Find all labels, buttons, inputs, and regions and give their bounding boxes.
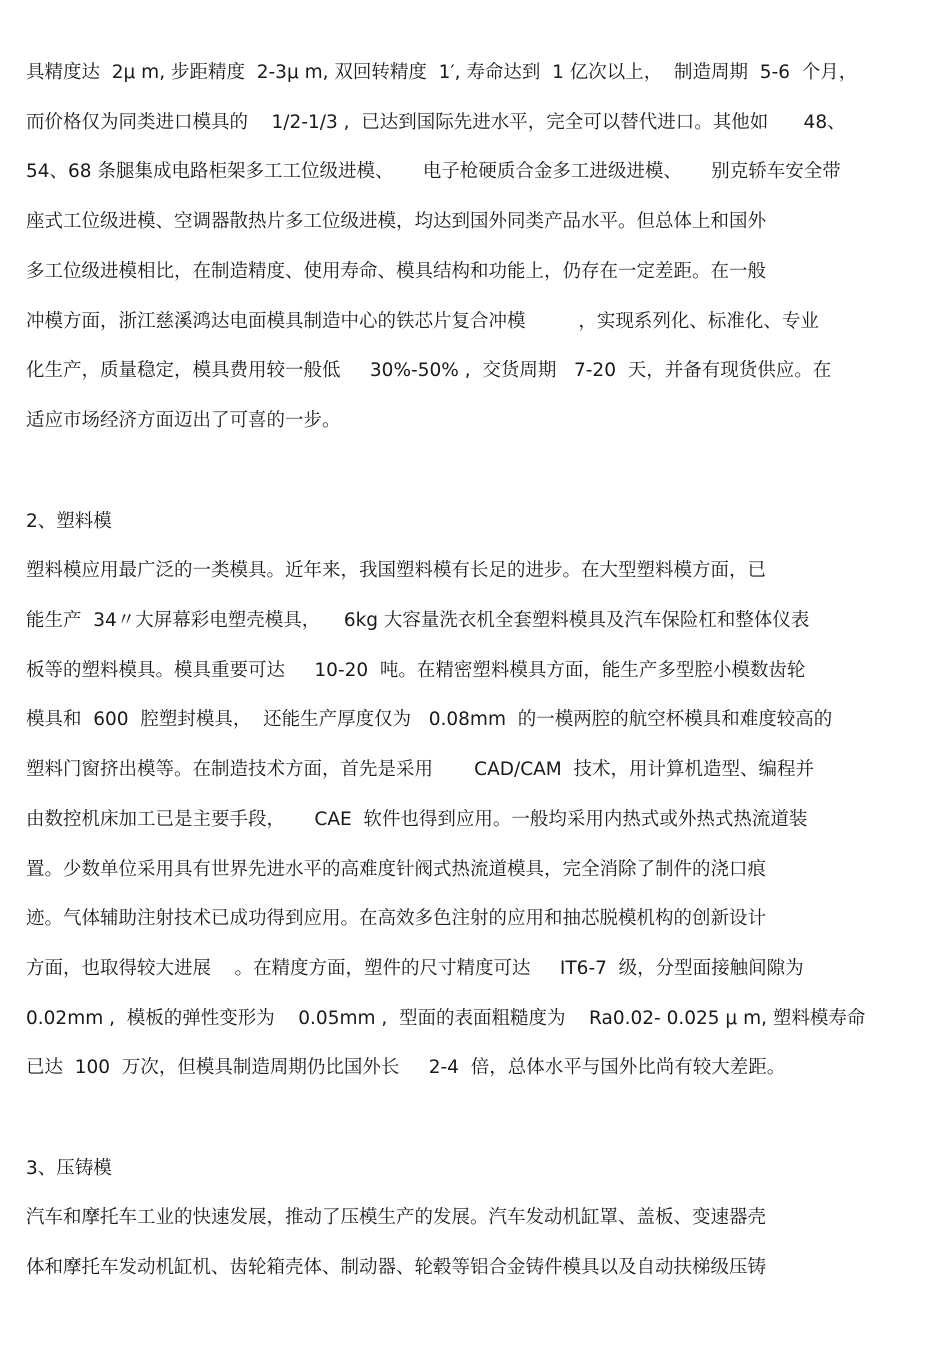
paragraph-line: 冲模方面，浙江慈溪鸿达电面模具制造中心的铁芯片复合冲模 ，实现系列化、标准化、专业 <box>26 311 819 332</box>
paragraph-line: 多工位级进模相比，在制造精度、使用寿命、模具结构和功能上，仍存在一定差距。在一般 <box>26 261 767 282</box>
paragraph-line: 由数控机床加工已是主要手段， CAE 软件也得到应用。一般均采用内热式或外热式热流道装 <box>26 809 808 830</box>
paragraph-line: 能生产 34〃大屏幕彩电塑壳模具， 6kg 大容量洗衣机全套塑料模具及汽车保险杠和整体仪表 <box>26 610 810 631</box>
paragraph-line: 座式工位级进模、空调器散热片多工位级进模，均达到国外同类产品水平。但总体上和国外 <box>26 211 767 232</box>
paragraph-line: 化生产，质量稳定，模具费用较一般低 30%-50% , 交货周期 7-20 天，并备有现货供应。在 <box>26 360 832 381</box>
paragraph-line: 已达 100 万次，但模具制造周期仍比国外长 2-4 倍，总体水平与国外比尚有较大差距。 <box>26 1057 786 1078</box>
paragraph-line: 板等的塑料模具。模具重要可达 10-20 吨。在精密塑料模具方面，能生产多型腔小模数齿轮 <box>26 660 806 681</box>
paragraph-line: 54、68 条腿集成电路柜架多工工位级进模、 电子枪硬质合金多工进级进模、 别克轿车安全带 <box>26 161 841 182</box>
paragraph-line: 模具和 600 腔塑封模具， 还能生产厚度仅为 0.08mm 的一模两腔的航空杯模具和难度较高的 <box>26 709 833 730</box>
paragraph-line: 塑料门窗挤出模等。在制造技术方面，首先是采用 CAD/CAM 技术，用计算机造型、编程并 <box>26 759 815 780</box>
paragraph-line: 适应市场经济方面迈出了可喜的一步。 <box>26 410 341 431</box>
paragraph-line: 体和摩托车发动机缸机、齿轮箱壳体、制动器、轮毂等铝合金铸件模具以及自动扶梯级压铸 <box>26 1257 767 1278</box>
paragraph-line: 0.02mm , 模板的弹性变形为 0.05mm , 型面的表面粗糙度为 Ra0.02- 0.025 μ m, 塑料模寿命 <box>26 1008 866 1029</box>
paragraph-line: 置。少数单位采用具有世界先进水平的高难度针阀式热流道模具，完全消除了制件的浇口痕 <box>26 859 767 880</box>
paragraph-line: 塑料模应用最广泛的一类模具。近年来，我国塑料模有长足的进步。在大型塑料模方面，已 <box>26 560 767 581</box>
section-heading-die-casting-mold: 3、压铸模 <box>26 1158 112 1179</box>
paragraph-line: 具精度达 2μ m, 步距精度 2-3μ m, 双回转精度 1′, 寿命达到 1 亿次以上， 制造周期 5-6 个月， <box>26 62 858 83</box>
paragraph-line: 而价格仅为同类进口模具的 1/2-1/3 , 已达到国际先进水平，完全可以替代进口。其他如 48、 <box>26 112 846 133</box>
paragraph-line: 方面，也取得较大进展 。在精度方面，塑件的尺寸精度可达 IT6-7 级，分型面接触间隙为 <box>26 958 804 979</box>
section-heading-plastic-mold: 2、塑料模 <box>26 511 112 532</box>
paragraph-line: 汽车和摩托车工业的快速发展，推动了压模生产的发展。汽车发动机缸罩、盖板、变速器壳 <box>26 1207 767 1228</box>
paragraph-line: 迹。气体辅助注射技术已成功得到应用。在高效多色注射的应用和抽芯脱模机构的创新设计 <box>26 908 767 929</box>
